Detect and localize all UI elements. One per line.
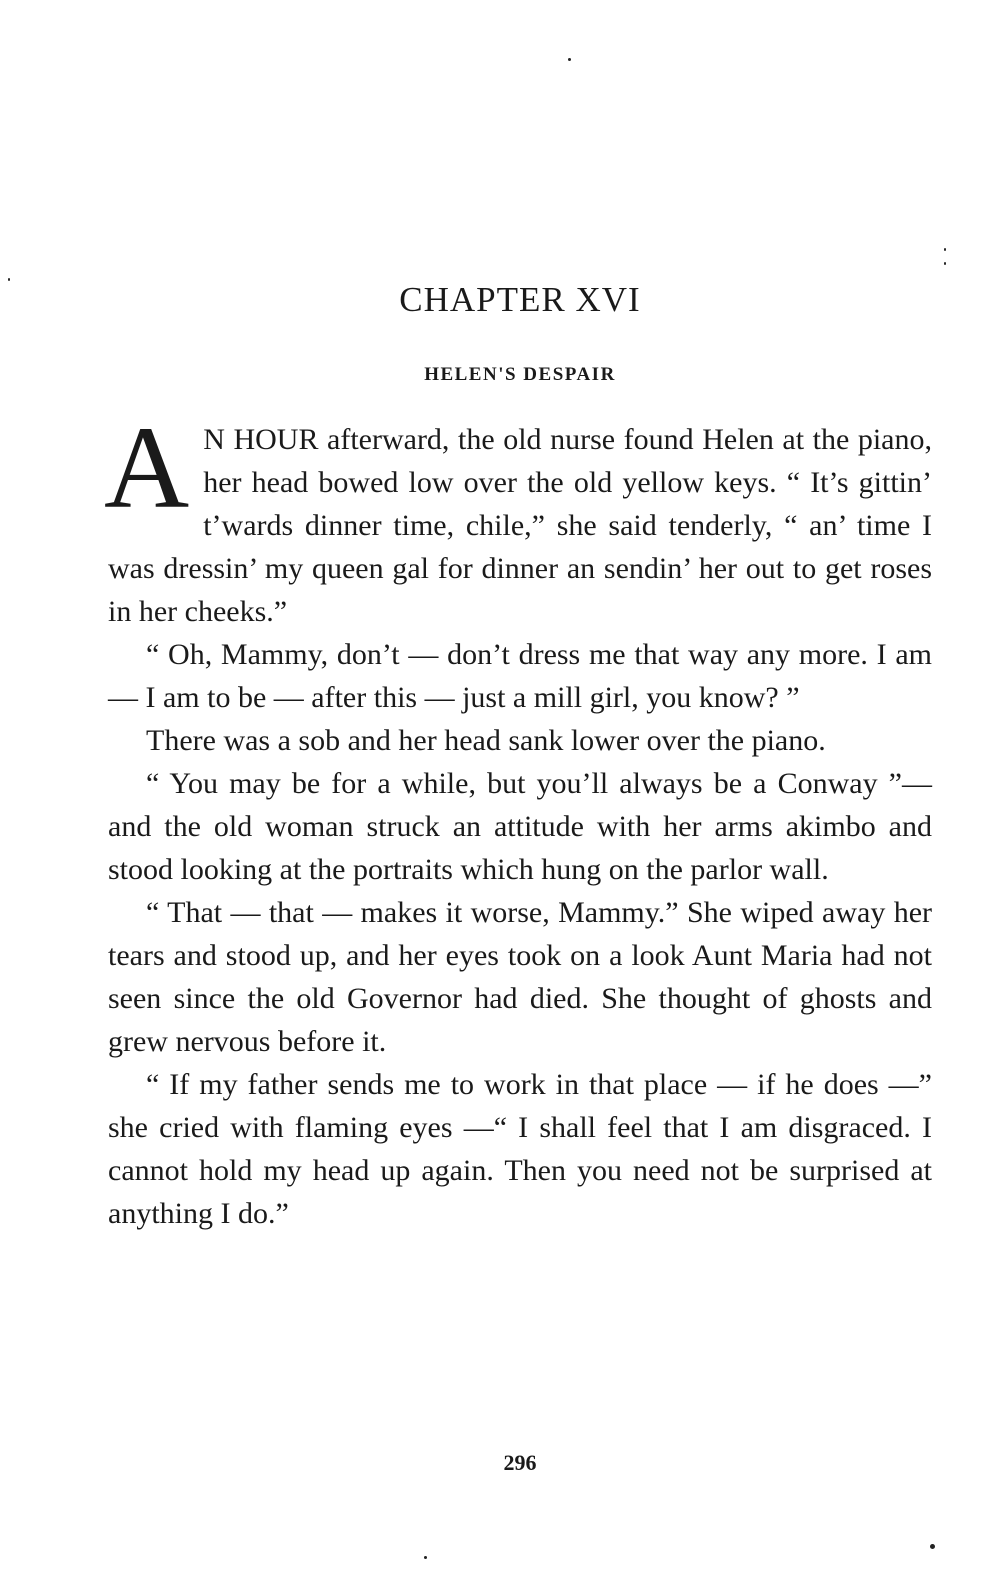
chapter-subtitle: HELEN'S DESPAIR — [424, 364, 616, 385]
paragraph: There was a sob and her head sank lower over the piano. — [146, 724, 826, 757]
scan-speck — [8, 278, 10, 281]
chapter-title: CHAPTER XVI — [399, 280, 641, 319]
paragraph-text: N HOUR afterward, the old nurse found Helen at the piano, her head bowed low over the old yellow keys. “ It’s gittin’ t’wards dinner time, chile,” she said tenderly, “ an’ time I was dressin’ my queen gal for dinner an sendin’ her out to get roses in her cheeks.” — [108, 423, 932, 628]
chapter-body — [104, 402, 932, 1235]
scan-speck — [568, 58, 571, 61]
scan-speck — [424, 1556, 427, 1559]
paragraph — [104, 402, 932, 633]
page-number: 296 — [503, 1450, 537, 1475]
paragraph: “ If my father sends me to work in that place — if he does —” she cried with flaming eyes —“ I shall feel that I am disgraced. I cannot hold my head up again. Then you need not be surprised at anything I do.” — [108, 1068, 932, 1230]
drop-cap: A — [104, 402, 190, 533]
scan-speck — [930, 1544, 935, 1549]
paragraph: “ Oh, Mammy, don’t — don’t dress me that way any more. I am — I am to be — after this — just a mill girl, you know? ” — [108, 638, 932, 714]
paragraph: “ You may be for a while, but you’ll always be a Conway ”— and the old woman struck an attitude with her arms akimbo and stood looking at the portraits which hung on the parlor wall. — [108, 767, 932, 886]
scan-speck — [944, 262, 946, 265]
scan-speck — [944, 248, 946, 251]
paragraph: “ That — that — makes it worse, Mammy.” She wiped away her tears and stood up, and her eyes took on a look Aunt Maria had not seen since the old Governor had died. She thought of ghosts and grew nervous before it. — [108, 896, 932, 1058]
